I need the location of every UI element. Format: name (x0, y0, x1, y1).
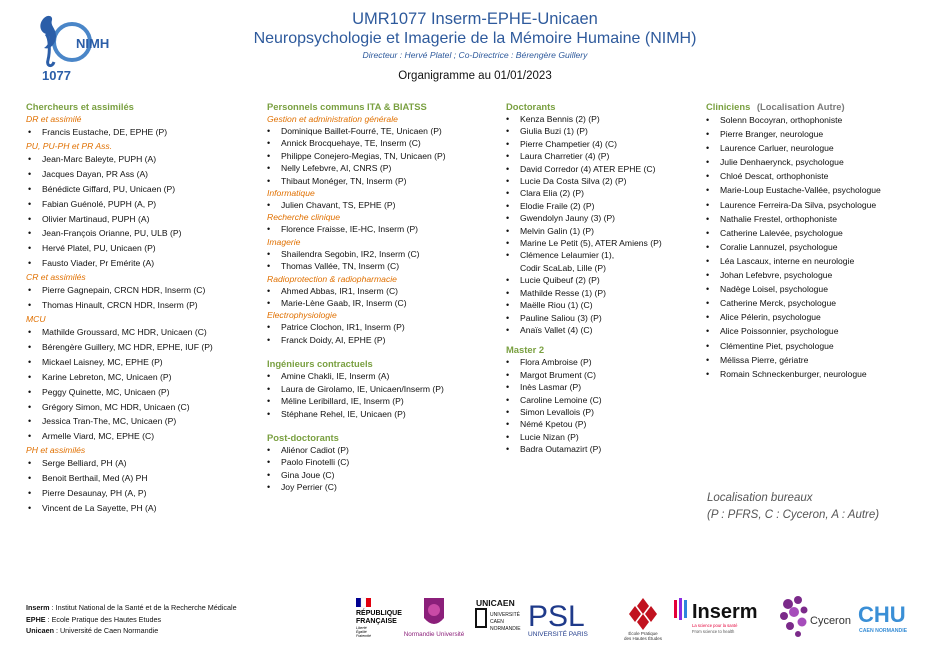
svg-text:Normandie Université: Normandie Université (403, 631, 465, 638)
subsection-title: CR et assimilés (26, 272, 86, 283)
person-item: • Armelle Viard, MC, EPHE (C) (26, 429, 256, 444)
person-item: • Joy Perrier (C) (267, 481, 499, 493)
psl-logo (524, 594, 612, 640)
cyceron-logo (776, 594, 854, 640)
ephe-logo (617, 596, 669, 640)
svg-text:CAEN NORMANDIE: CAEN NORMANDIE (859, 628, 908, 634)
subsection-title: Informatique (267, 188, 315, 199)
person-item: • Melvin Galin (1) (P) (506, 225, 696, 237)
person-item: • Julie Denhaerynck, psychologue (706, 155, 916, 169)
people-list (267, 321, 499, 346)
person-item: • Simon Levallois (P) (506, 406, 696, 418)
person-item: • Fausto Viader, Pr Emérite (A) (26, 256, 256, 271)
person-item: • Vincent de La Sayette, PH (A) (26, 501, 256, 516)
person-item: • Paolo Finotelli (C) (267, 456, 499, 468)
person-item-continuation: Codir ScaLab, Lille (P) (520, 262, 606, 273)
svg-text:UNICAEN: UNICAEN (476, 598, 515, 608)
footer-ephe: EPHE : Ecole Pratique des Hautes Etudes (26, 614, 162, 624)
column-personnels (267, 101, 499, 494)
person-item: • Anaïs Vallet (4) (C) (506, 324, 696, 336)
page-subtitle: Neuropsychologie et Imagerie de la Mémoire Humaine (NIMH) (253, 30, 697, 47)
svg-text:UNIVERSITÉ: UNIVERSITÉ (490, 612, 521, 618)
svg-text:From science to health: From science to health (692, 629, 735, 634)
person-item: • Clémentine Piet, psychologue (706, 339, 916, 353)
people-list (267, 285, 499, 310)
person-item: • Nelly Lefebvre, AI, CNRS (P) (267, 162, 499, 174)
svg-text:CAEN: CAEN (490, 619, 504, 625)
person-item: • Thibaut Monéger, TN, Inserm (P) (267, 175, 499, 187)
person-item: • Catherine Merck, psychologue (706, 296, 916, 310)
inserm-logo (672, 594, 770, 640)
person-item: • Coralie Lannuzel, psychologue (706, 240, 916, 254)
person-item: • Mathilde Resse (1) (P) (506, 287, 696, 299)
person-item: • Inès Lasmar (P) (506, 381, 696, 393)
person-item: • Thomas Vallée, TN, Inserm (C) (267, 260, 499, 272)
subsection-title: Imagerie (267, 236, 301, 247)
person-item: • Peggy Quinette, MC, Unicaen (P) (26, 385, 256, 400)
svg-text:RÉPUBLIQUE: RÉPUBLIQUE (356, 610, 402, 617)
person-item: • David Corredor (4) ATER EPHE (C) (506, 163, 696, 175)
person-item: • Olivier Martinaud, PUPH (A) (26, 212, 256, 227)
person-item: • Franck Doidy, AI, EPHE (P) (267, 334, 499, 346)
person-item: • Patrice Clochon, IR1, Inserm (P) (267, 321, 499, 333)
person-item: • Gwendolyn Jauny (3) (P) (506, 212, 696, 224)
person-item: • Maëlle Riou (1) (C) (506, 299, 696, 311)
person-item: • Caroline Lemoine (C) (506, 394, 696, 406)
person-item: • Romain Schneckenburger, neurologue (706, 367, 916, 381)
logo-number: 1077 (42, 68, 71, 83)
person-item: • Karine Lebreton, MC, Unicaen (P) (26, 370, 256, 385)
person-item: • Francis Eustache, DE, EPHE (P) (26, 125, 256, 140)
person-item: • Pierre Gagnepain, CRCN HDR, Inserm (C) (26, 283, 256, 298)
person-item: • Nadège Loisel, psychologue (706, 282, 916, 296)
person-item: • Solenn Bocoyran, orthophoniste (706, 113, 916, 127)
person-item: • Marie-Loup Eustache-Vallée, psychologue (706, 183, 916, 197)
unicaen-logo (474, 596, 522, 640)
person-item: • Lucie Nizan (P) (506, 431, 696, 443)
svg-text:NORMANDIE: NORMANDIE (490, 626, 521, 632)
normandie-universite-logo (398, 596, 470, 640)
person-item: • Pierre Champetier (4) (C) (506, 138, 696, 150)
cliniciens-note: (Localisation Autre) (756, 101, 845, 112)
section-title-master: Master 2 (506, 344, 545, 356)
subsection-title: PU, PU-PH et PR Ass. (26, 140, 113, 151)
person-item: • Laurence Ferreira-Da Silva, psychologue (706, 198, 916, 212)
section-title-chercheurs: Chercheurs et assimilés (26, 101, 134, 112)
person-item: • Annick Brocquehaye, TE, Inserm (C) (267, 137, 499, 149)
people-list (26, 125, 256, 140)
column-cliniciens (706, 101, 916, 381)
nimh-logo (30, 8, 118, 84)
person-item: • Laura de Girolamo, IE, Unicaen/Inserm (P) (267, 383, 499, 395)
person-item: • Alice Pélerin, psychologue (706, 310, 916, 324)
person-item: • Thomas Hinault, CRCN HDR, Inserm (P) (26, 298, 256, 313)
person-item: • Lucie Da Costa Silva (2) (P) (506, 175, 696, 187)
person-item: • Jessica Tran-The, MC, Unicaen (P) (26, 414, 256, 429)
person-item: • Pierre Branger, neurologue (706, 127, 916, 141)
person-item: • Shailendra Segobin, IR2, Inserm (C) (267, 248, 499, 260)
svg-text:des Hautes Études: des Hautes Études (623, 636, 663, 640)
subsection-title: DR et assimilé (26, 114, 82, 124)
person-item: • Marine Le Petit (5), ATER Amiens (P) (506, 237, 696, 249)
subsection-title: MCU (26, 313, 46, 324)
section-title-ingenieurs: Ingénieurs contractuels (267, 358, 373, 370)
person-item: • Badra Outamazirt (P) (506, 443, 696, 455)
person-item: • Kenza Bennis (2) (P) (506, 113, 696, 125)
person-item: • Elodie Fraile (2) (P) (506, 200, 696, 212)
person-item: • Jacques Dayan, PR Ass (A) (26, 167, 256, 182)
person-item: • Giulia Buzi (1) (P) (506, 125, 696, 137)
person-item: • Aliénor Cadiot (P) (267, 444, 499, 456)
person-item: • Nathalie Frestel, orthophoniste (706, 212, 916, 226)
person-item: • Ahmed Abbas, IR1, Inserm (C) (267, 285, 499, 297)
partner-logos (0, 594, 936, 640)
people-list (267, 125, 499, 187)
person-item: • Florence Fraisse, IE-HC, Inserm (P) (267, 223, 499, 235)
person-item: • Julien Chavant, TS, EPHE (P) (267, 199, 499, 211)
people-list (267, 223, 499, 235)
svg-text:Fraternité: Fraternité (356, 634, 371, 638)
subsection-title: Gestion et administration générale (267, 114, 398, 124)
person-item: • Catherine Lalevée, psychologue (706, 226, 916, 240)
svg-text:PSL: PSL (528, 600, 585, 633)
subsection-title: PH et assimilés (26, 445, 86, 456)
person-item: • Grégory Simon, MC HDR, Unicaen (C) (26, 400, 256, 415)
person-item: • Jean-François Orianne, PU, ULB (P) (26, 226, 256, 241)
svg-text:FRANÇAISE: FRANÇAISE (356, 618, 397, 625)
person-item: • Amine Chakli, IE, Inserm (A) (267, 370, 499, 382)
person-item: • Bérengère Guillery, MC HDR, EPHE, IUF (P) (26, 340, 256, 355)
svg-text:Égalité: Égalité (356, 630, 367, 634)
localisation-line2: (P : PFRS, C : Cyceron, A : Autre) (707, 509, 880, 521)
localisation-line1: Localisation bureaux (707, 492, 813, 504)
person-item: • Gina Joue (C) (267, 469, 499, 481)
person-item: • Fabian Guénolé, PUPH (A, P) (26, 197, 256, 212)
svg-text:École Pratique: École Pratique (628, 631, 658, 636)
footer-inserm: Inserm : Institut National de la Santé et de la Recherche Médicale (26, 603, 237, 612)
person-item: • Mathilde Groussard, MC HDR, Unicaen (C) (26, 325, 256, 340)
person-item: • Jean-Marc Baleyte, PUPH (A) (26, 152, 256, 167)
section-title-cliniciens (706, 101, 916, 113)
person-item: • Mickael Laisney, MC, EPHE (P) (26, 355, 256, 370)
subsection-title: Electrophysiologie (267, 310, 337, 321)
person-item: • Marie-Lène Gaab, IR, Inserm (C) (267, 297, 499, 309)
person-item: • Némé Kpetou (P) (506, 418, 696, 430)
cliniciens-title-text: Cliniciens (706, 101, 751, 112)
svg-text:Inserm: Inserm (692, 601, 758, 623)
person-item: • Laurence Carluer, neurologue (706, 141, 916, 155)
person-item: • Pierre Desaunay, PH (A, P) (26, 486, 256, 501)
direction-line: Directeur : Hervé Platel ; Co-Directrice : Bérengère Guillery (362, 50, 588, 60)
svg-text:CHU: CHU (858, 602, 906, 627)
chu-logo (856, 596, 922, 640)
page-header (150, 10, 800, 82)
footer-unicaen: Unicaen : Université de Caen Normandie (26, 626, 159, 635)
people-list (26, 456, 256, 516)
person-item: • Philippe Conejero-Megias, TN, Unicaen (P) (267, 150, 499, 162)
person-item: • Lucie Quibeuf (2) (P) (506, 274, 696, 286)
subsection-title: Recherche clinique (267, 212, 341, 223)
person-item: • Léa Lascaux, interne en neurologie (706, 254, 916, 268)
person-item: • Clara Elia (2) (P) (506, 187, 696, 199)
person-item: • Clémence Lelaumier (1), (506, 249, 696, 261)
organigram-date: Organigramme au 01/01/2023 (398, 70, 552, 82)
person-item: • Hervé Platel, PU, Unicaen (P) (26, 241, 256, 256)
person-item: • Pauline Saliou (3) (P) (506, 312, 696, 324)
logo-name: NIMH (76, 36, 110, 51)
section-title-postdoc: Post-doctorants (267, 431, 339, 443)
person-item: • Stéphane Rehel, IE, Unicaen (P) (267, 408, 499, 420)
person-item: • Bénédicte Giffard, PU, Unicaen (P) (26, 182, 256, 197)
people-list (26, 152, 256, 271)
person-item: • Mélissa Pierre, gériatre (706, 353, 916, 367)
section-title-personnels: Personnels communs ITA & BIATSS (267, 101, 427, 112)
person-item: • Méline Leribillard, IE, Inserm (P) (267, 395, 499, 407)
person-item: • Benoit Berthail, Med (A) PH (26, 471, 256, 486)
person-item: • Chloé Descat, orthophoniste (706, 169, 916, 183)
subsection-title: Radioprotection & radiopharmacie (267, 273, 397, 284)
column-chercheurs (26, 101, 256, 516)
svg-text:La science pour la santé: La science pour la santé (692, 623, 738, 628)
people-list (267, 248, 499, 273)
person-item: • Laura Charretier (4) (P) (506, 150, 696, 162)
people-list (26, 325, 256, 444)
localisation-legend (707, 490, 879, 524)
person-item: • Flora Ambroise (P) (506, 356, 696, 368)
people-list (26, 283, 256, 313)
people-list (267, 199, 499, 211)
svg-text:UNIVERSITÉ PARIS: UNIVERSITÉ PARIS (528, 631, 588, 638)
person-item: • Serge Belliard, PH (A) (26, 456, 256, 471)
page-title: UMR1077 Inserm-EPHE-Unicaen (352, 10, 598, 28)
svg-text:Cyceron: Cyceron (810, 615, 851, 627)
section-title-doctorants: Doctorants (506, 101, 556, 112)
person-item: • Johan Lefebvre, psychologue (706, 268, 916, 282)
svg-text:Liberté: Liberté (356, 626, 367, 630)
person-item: • Alice Poissonnier, psychologue (706, 324, 916, 338)
person-item: • Margot Brument (C) (506, 369, 696, 381)
column-doctorants (506, 101, 696, 456)
person-item: • Dominique Baillet-Fourré, TE, Unicaen (P) (267, 125, 499, 137)
